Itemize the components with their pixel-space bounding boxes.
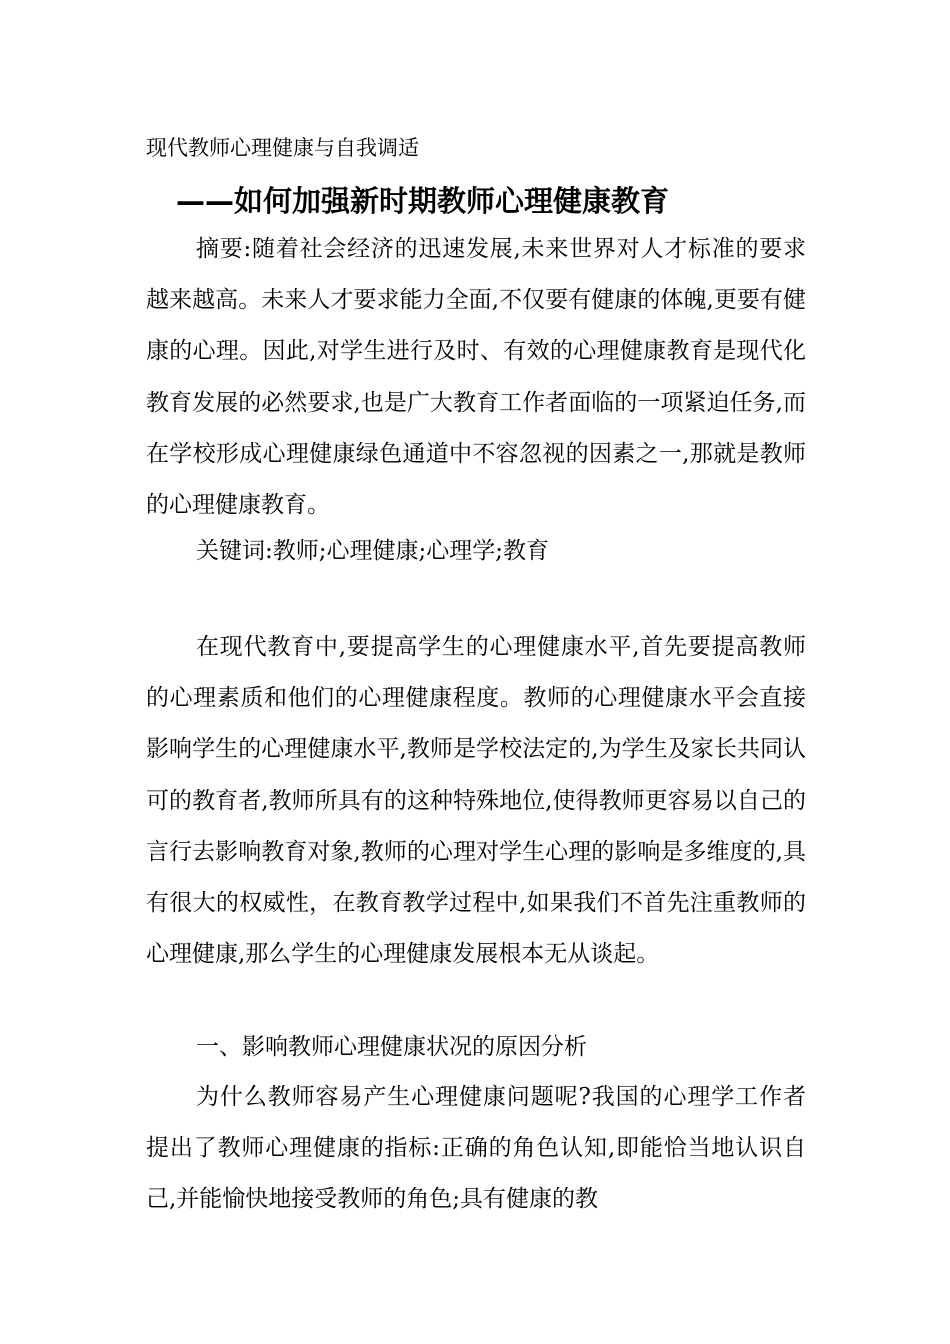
document-title: 现代教师心理健康与自我调适 [146, 136, 419, 160]
document-subtitle: ——如何加强新时期教师心理健康教育 [176, 184, 670, 218]
section-paragraph: 为什么教师容易产生心理健康问题呢?我国的心理学工作者提出了教师心理健康的指标:正确的角色认知,即能恰当地认识自己,并能愉快地接受教师的角色;具有健康的教 [146, 1084, 806, 1213]
keywords-line: 关键词:教师;心理健康;心理学;教育 [196, 538, 549, 564]
document-page [146, 0, 806, 1344]
intro-paragraph: 在现代教育中,要提高学生的心理健康水平,首先要提高教师的心理素质和他们的心理健康程度。教师的心理健康水平会直接影响学生的心理健康水平,教师是学校法定的,为学生及家长共同认可的教育者,教师所具有的这种特殊地位,使得教师更容易以自己的言行去影响教育对象,教师的心理对学生心理的影响是多维度的,具有很大的权威性，在教育教学过程中,如果我们不首先注重教师的心理健康,那么学生的心理健康发展根本无从谈起。 [146, 634, 806, 968]
abstract-paragraph: 摘要:随着社会经济的迅速发展,未来世界对人才标准的要求越来越高。未来人才要求能力全面,不仅要有健康的体魄,更要有健康的心理。因此,对学生进行及时、有效的心理健康教育是现代化教育发展的必然要求,也是广大教育工作者面临的一项紧迫任务,而在学校形成心理健康绿色通道中不容忽视的因素之一,那就是教师的心理健康教育。 [146, 236, 806, 519]
section-heading: 一、影响教师心理健康状况的原因分析 [196, 1034, 587, 1060]
